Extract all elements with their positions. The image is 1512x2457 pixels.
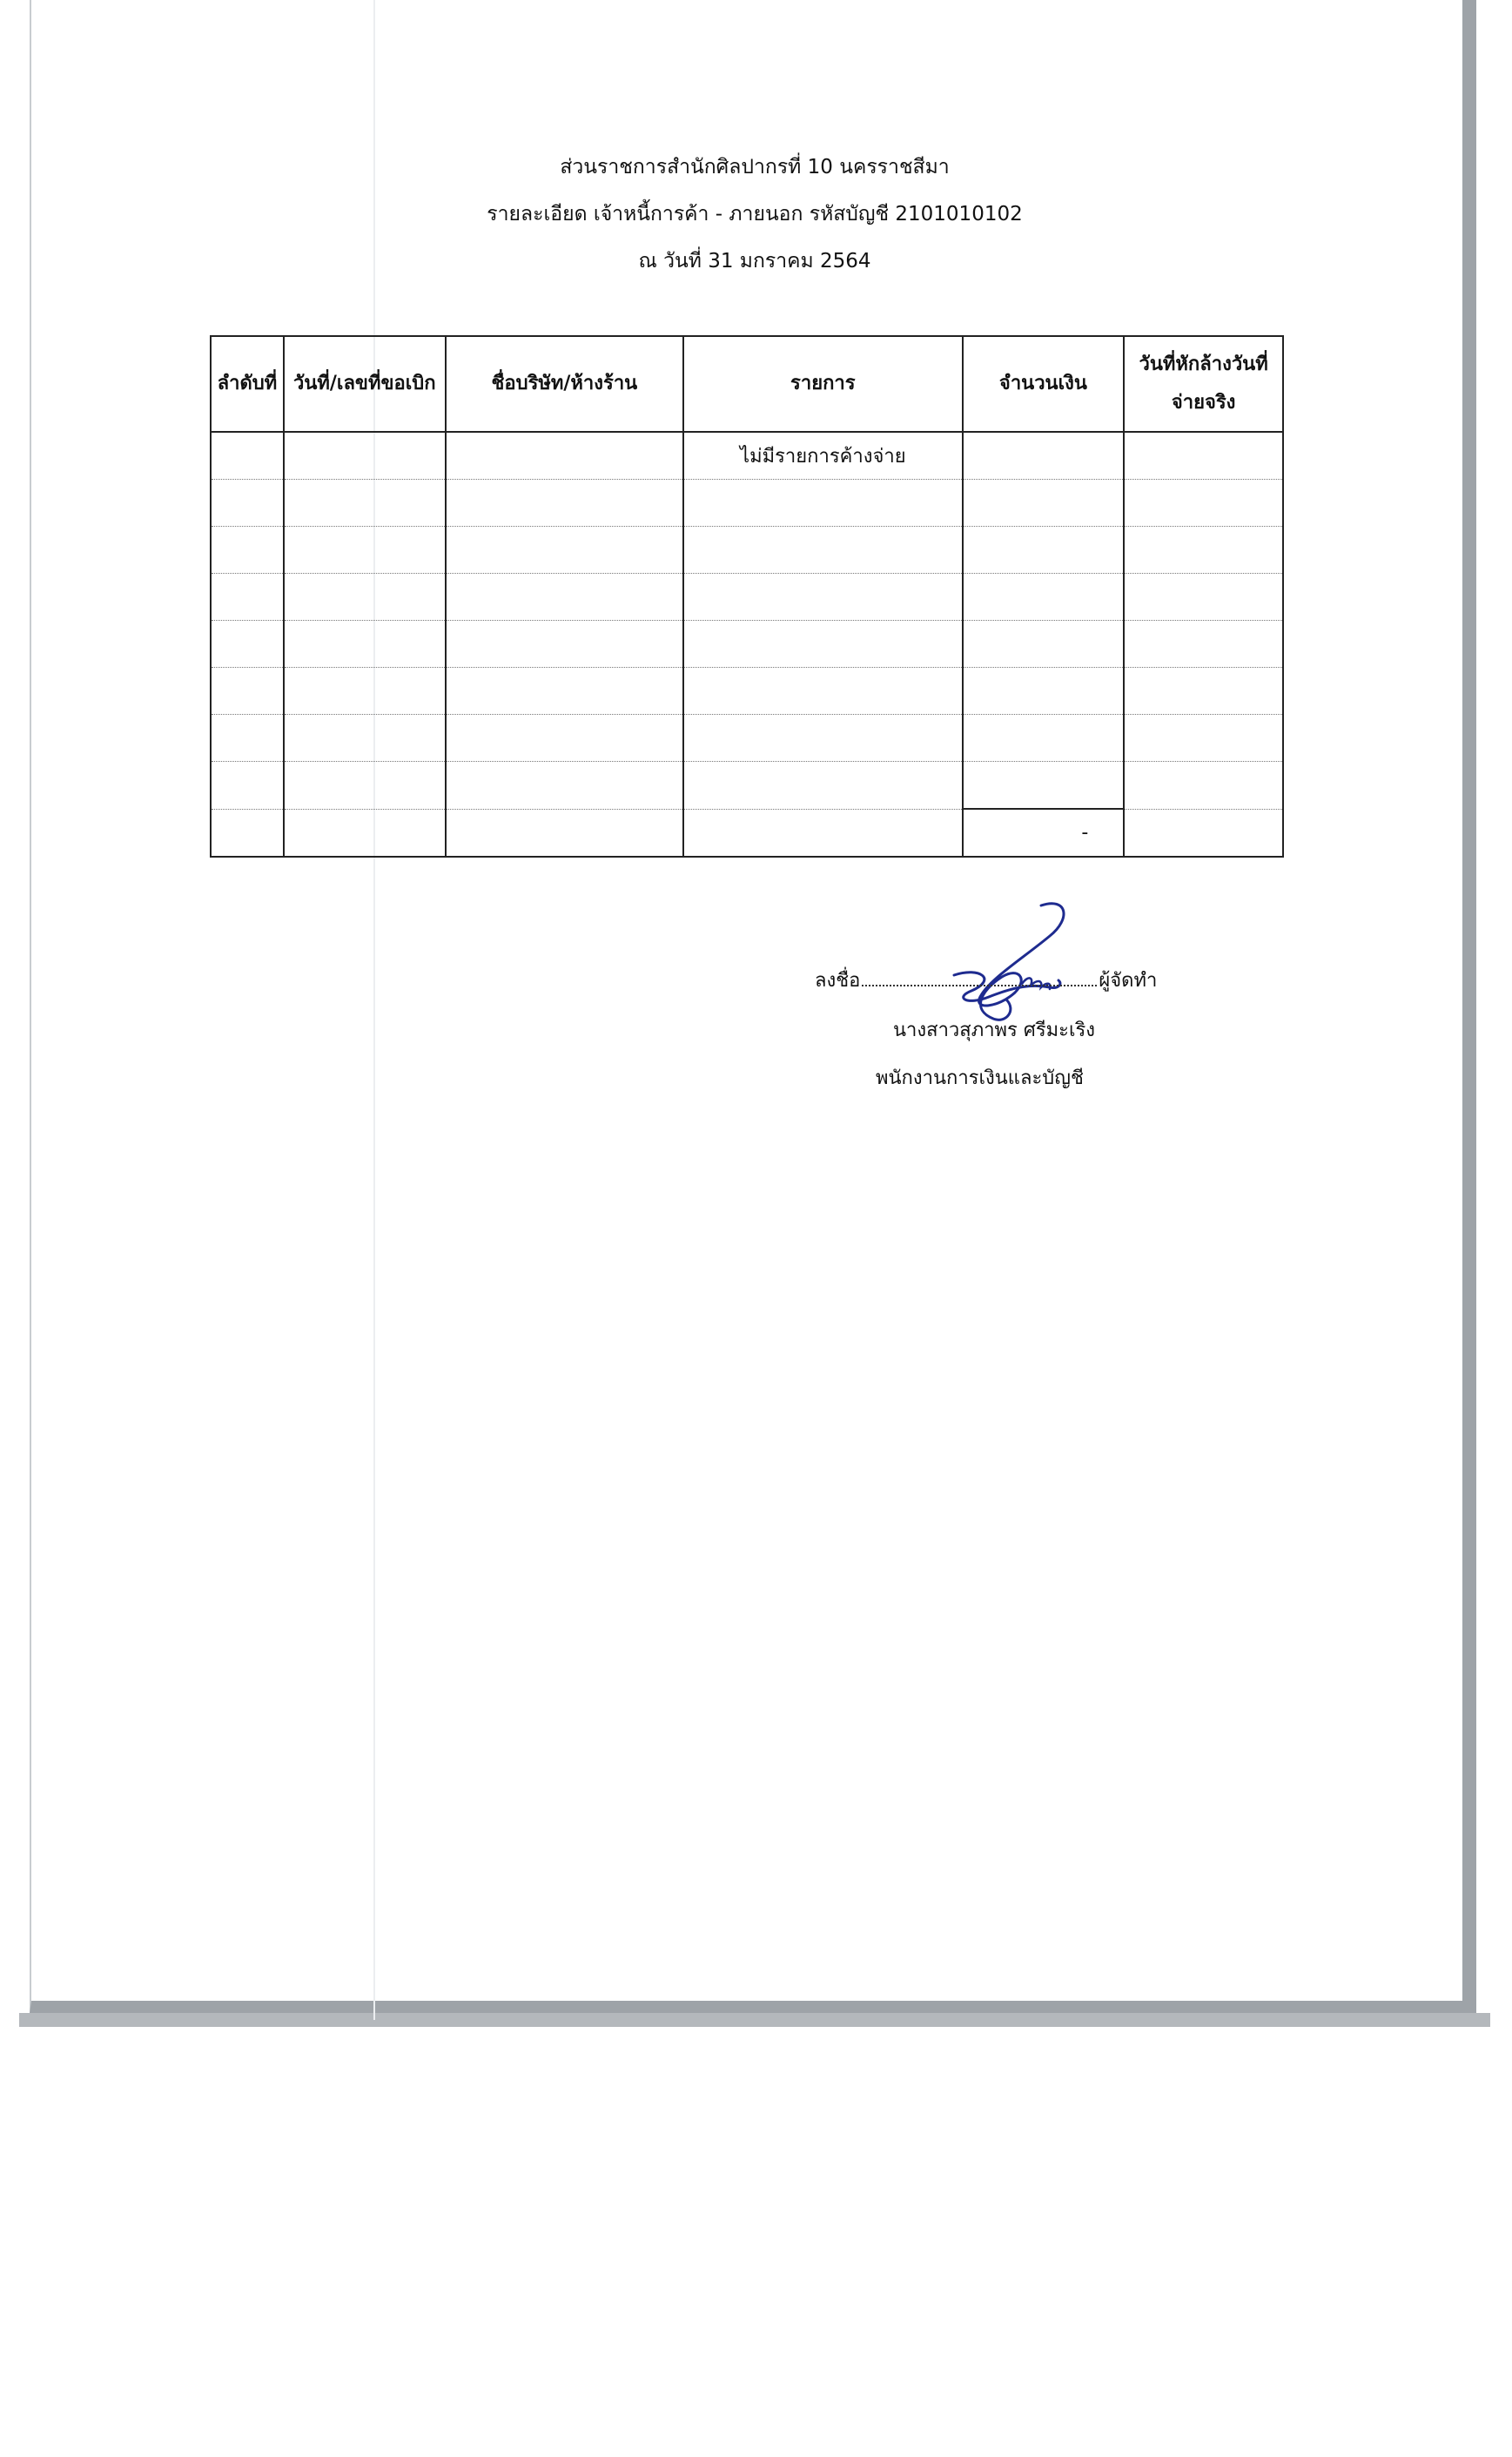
table-cell bbox=[683, 574, 962, 621]
document-date: ณ วันที่ 31 มกราคม 2564 bbox=[638, 250, 871, 273]
table-row bbox=[211, 668, 1283, 715]
table-row bbox=[211, 527, 1283, 574]
ledger-table bbox=[210, 335, 1284, 858]
col-header-company: ชื่อบริษัท/ห้างร้าน bbox=[446, 336, 684, 432]
table-cell bbox=[446, 432, 684, 480]
table-cell bbox=[446, 715, 684, 762]
document-sheet bbox=[30, 0, 1476, 2013]
table-cell bbox=[683, 527, 962, 574]
table-cell bbox=[683, 621, 962, 668]
table-row bbox=[211, 574, 1283, 621]
table-cell bbox=[1124, 480, 1283, 527]
table-cell bbox=[963, 480, 1125, 527]
table-row bbox=[211, 621, 1283, 668]
table-cell bbox=[683, 715, 962, 762]
table-cell bbox=[446, 527, 684, 574]
document-title: ส่วนราชการสำนักศิลปากรที่ 10 นครราชสีมา bbox=[560, 156, 950, 178]
handwritten-signature-image bbox=[919, 897, 1119, 1027]
scan-edge bbox=[19, 2013, 1490, 2027]
fold-line bbox=[373, 0, 375, 2020]
total-amount: - bbox=[963, 809, 1125, 857]
role-label: ผู้จัดทำ bbox=[1099, 970, 1158, 992]
table-cell bbox=[683, 668, 962, 715]
table-cell bbox=[963, 762, 1125, 810]
table-row bbox=[211, 432, 1283, 480]
table-cell bbox=[446, 668, 684, 715]
table-header-row bbox=[211, 336, 1283, 432]
table-cell bbox=[446, 480, 684, 527]
col-header-amount: จำนวนเงิน bbox=[963, 336, 1125, 432]
col-header-date-request: วันที่/เลขที่ขอเบิก bbox=[284, 336, 446, 432]
table-row bbox=[211, 762, 1283, 810]
table-cell bbox=[284, 574, 446, 621]
table-cell bbox=[211, 480, 284, 527]
table-cell bbox=[1124, 527, 1283, 574]
table-cell bbox=[963, 621, 1125, 668]
table-row bbox=[211, 480, 1283, 527]
table-cell bbox=[211, 809, 284, 857]
table-cell bbox=[284, 527, 446, 574]
sign-label: ลงชื่อ bbox=[815, 970, 861, 992]
table-cell bbox=[1124, 668, 1283, 715]
table-cell bbox=[683, 762, 962, 810]
table-cell bbox=[1124, 621, 1283, 668]
table-cell bbox=[446, 574, 684, 621]
table-cell bbox=[1124, 574, 1283, 621]
table-cell bbox=[211, 527, 284, 574]
table-cell bbox=[284, 762, 446, 810]
table-cell bbox=[211, 574, 284, 621]
signature-line bbox=[815, 965, 1157, 995]
table-cell bbox=[963, 574, 1125, 621]
signer-position: พนักงานการเงินและบัญชี bbox=[876, 1067, 1084, 1089]
table-cell bbox=[1124, 715, 1283, 762]
table-cell bbox=[284, 809, 446, 857]
table-cell bbox=[446, 809, 684, 857]
table-cell bbox=[963, 432, 1125, 480]
table-cell bbox=[683, 809, 962, 857]
table-cell bbox=[284, 621, 446, 668]
table-cell bbox=[1124, 762, 1283, 810]
table-cell bbox=[446, 621, 684, 668]
table-cell bbox=[963, 715, 1125, 762]
table-cell bbox=[963, 668, 1125, 715]
table-cell bbox=[211, 715, 284, 762]
col-header-items: รายการ bbox=[683, 336, 962, 432]
table-cell bbox=[284, 480, 446, 527]
table-cell bbox=[284, 668, 446, 715]
table-cell bbox=[446, 762, 684, 810]
table-row bbox=[211, 715, 1283, 762]
table-cell bbox=[963, 527, 1125, 574]
table-cell bbox=[1124, 809, 1283, 857]
table-cell bbox=[211, 668, 284, 715]
table-cell bbox=[284, 715, 446, 762]
signature-dots bbox=[862, 985, 1097, 986]
signer-name: นางสาวสุภาพร ศรีมะเริง bbox=[893, 1020, 1096, 1041]
col-header-no: ลำดับที่ bbox=[211, 336, 284, 432]
table-cell bbox=[211, 762, 284, 810]
no-items-note: ไม่มีรายการค้างจ่าย bbox=[683, 432, 962, 480]
table-cell bbox=[211, 621, 284, 668]
table-cell bbox=[284, 432, 446, 480]
document-subtitle: รายละเอียด เจ้าหนี้การค้า - ภายนอก รหัสบัญชี 2101010102 bbox=[487, 203, 1023, 226]
table-cell bbox=[211, 432, 284, 480]
table-cell bbox=[683, 480, 962, 527]
col-header-clearing-date: วันที่หักล้างวันที่จ่ายจริง bbox=[1124, 336, 1283, 432]
table-total-row bbox=[211, 809, 1283, 857]
table-cell bbox=[1124, 432, 1283, 480]
